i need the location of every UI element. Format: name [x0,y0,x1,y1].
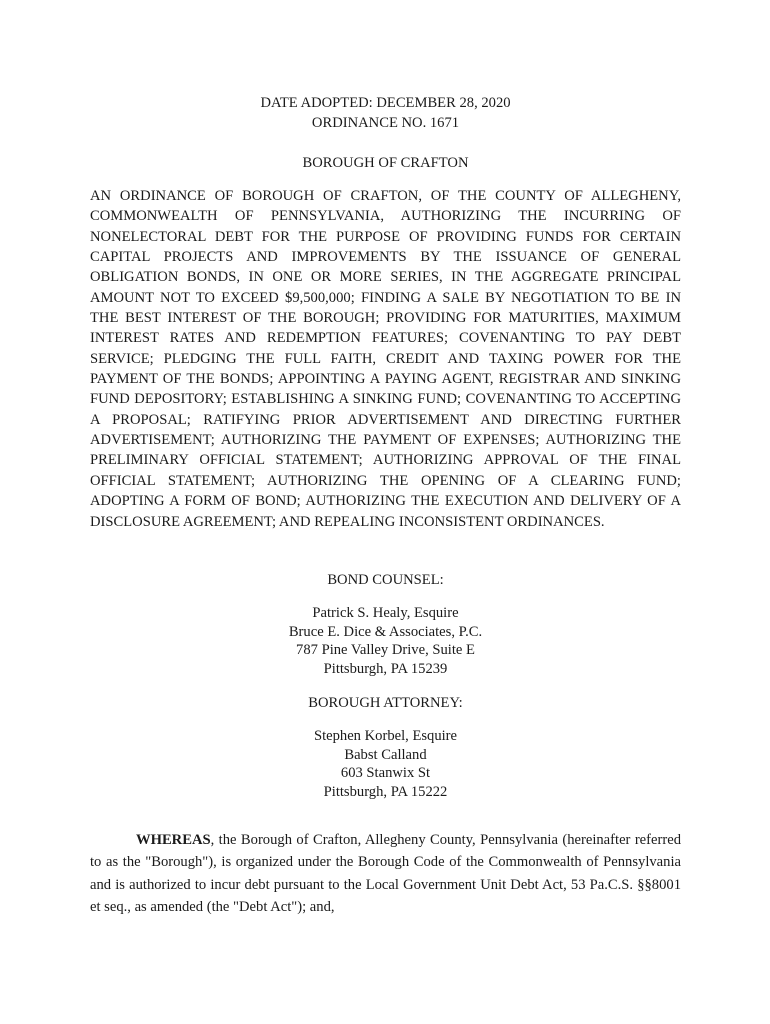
bond-counsel-firm: Bruce E. Dice & Associates, P.C. [288,623,483,640]
bond-counsel-name: Patrick S. Healy, Esquire [312,605,459,621]
whereas-paragraph [90,829,681,918]
bond-counsel-street: 787 Pine Valley Drive, Suite E [296,642,475,658]
borough-attorney-heading: BOROUGH ATTORNEY: [308,695,463,711]
whereas-text: , the Borough of Crafton, Allegheny County, Pennsylvania (hereinafter referred to as the "Borough"), is organized under the Borough Code of the Commonwealth of Pennsylvania and is authorized to incur debt pursuant to the Local Government Unit Debt Act, 53 Pa.C.S. §§8001 et seq., as amended (the "Debt Act"); and, [90,832,681,915]
borough-heading-block [90,153,681,173]
whereas-lead: WHEREAS [136,832,211,848]
borough-attorney-firm: Babst Calland [344,746,427,763]
ordinance-number: ORDINANCE NO. 1671 [311,115,460,131]
borough-attorney-street: 603 Stanwix St [340,765,431,781]
borough-name: BOROUGH OF CRAFTON [302,155,469,171]
borough-attorney-city: Pittsburgh, PA 15222 [323,783,448,800]
ordinance-header [90,93,681,133]
bond-counsel-city: Pittsburgh, PA 15239 [323,660,448,677]
date-adopted: DATE ADOPTED: DECEMBER 28, 2020 [260,95,511,111]
ordinance-title-block [90,186,681,532]
bond-counsel-heading: BOND COUNSEL: [327,572,444,588]
ordinance-title: AN ORDINANCE OF BOROUGH OF CRAFTON, OF THE COUNTY OF ALLEGHENY, COMMONWEALTH OF PENNSYLVANIA, AUTHORIZING THE INCURRING OF NONELECTORAL DEBT FOR THE PURPOSE OF PROVIDING FUNDS FOR CERTAIN CAPITAL PROJECTS AND IMPROVEMENTS BY THE ISSUANCE OF GENERAL OBLIGATION BONDS, IN ONE OR MORE SERIES, IN THE AGGREGATE PRINCIPAL AMOUNT NOT TO EXCEED $9,500,000; FINDING A SALE BY NEGOTIATION TO BE IN THE BEST INTEREST OF THE BOROUGH; PROVIDING FOR MATURITIES, MAXIMUM INTEREST RATES AND REDEMPTION FEATURES; COVENANTING TO PAY DEBT SERVICE; PLEDGING THE FULL FAITH, CREDIT AND TAXING POWER FOR THE PAYMENT OF THE BONDS; APPOINTING A PAYING AGENT, REGISTRAR AND SINKING FUND DEPOSITORY; ESTABLISHING A SINKING FUND; COVENANTING TO ACCEPTING A PROPOSAL; RATIFYING PRIOR ADVERTISEMENT AND DIRECTING FURTHER ADVERTISEMENT; AUTHORIZING THE PAYMENT OF EXPENSES; AUTHORIZING THE PRELIMINARY OFFICIAL STATEMENT; AUTHORIZING APPROVAL OF THE FINAL OFFICIAL STATEMENT; AUTHORIZING THE OPENING OF A CLEARING FUND; ADOPTING A FORM OF BOND; AUTHORIZING THE EXECUTION AND DELIVERY OF A DISCLOSURE AGREEMENT; AND REPEALING INCONSISTENT ORDINANCES. [90,188,681,530]
borough-attorney-block [90,693,681,801]
bond-counsel-block [90,570,681,678]
borough-attorney-name: Stephen Korbel, Esquire [313,728,458,744]
